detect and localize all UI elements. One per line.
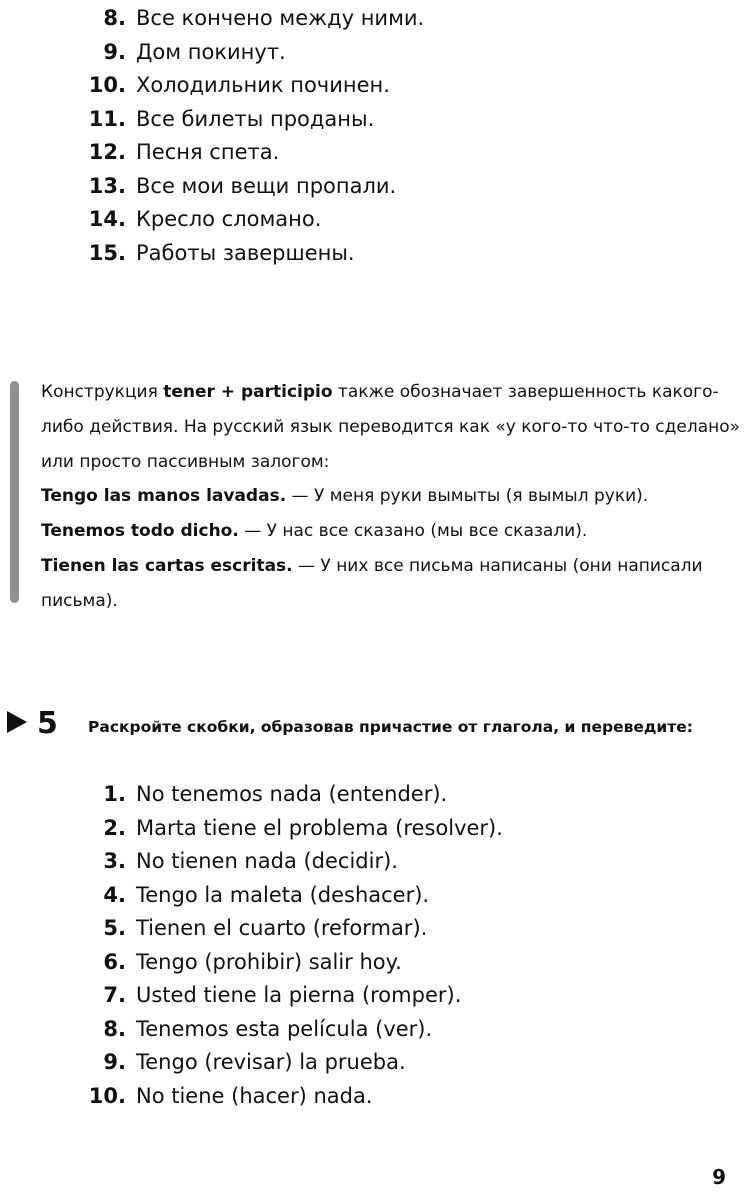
list-item (0, 812, 754, 846)
page-number: 9 (712, 1165, 726, 1189)
item-number: 7. (103, 983, 126, 1007)
list-item (0, 1013, 754, 1047)
note-intro-text: также обозначает завершенность какого-либо действия. На русский язык переводится как «у кого-то что-то сделано» или просто пассивным залогом: (41, 382, 741, 472)
item-number: 8. (103, 1016, 126, 1041)
item-text: Marta tiene el problema (resolver). (136, 815, 503, 840)
item-text: No tenemos nada (entender). (136, 782, 448, 806)
item-text: Tienen el cuarto (reformar). (136, 916, 428, 940)
note-intro (41, 375, 741, 479)
note-intro-text: Конструкция (41, 382, 164, 402)
item-text: Работы завершены. (136, 240, 355, 265)
item-text: Все мои вещи пропали. (136, 173, 397, 198)
item-number: 15. (88, 240, 126, 265)
item-number: 6. (103, 949, 126, 974)
list-item (0, 237, 754, 271)
list-item (0, 979, 754, 1013)
exercise-item-list (0, 778, 754, 1113)
list-item (0, 1046, 754, 1080)
list-item (0, 879, 754, 913)
item-number: 14. (88, 207, 126, 231)
item-number: 4. (103, 882, 126, 907)
item-number: 12. (88, 140, 126, 164)
example-translation: — У них все письма написаны (они написали письма). (41, 555, 703, 611)
item-text: Песня спета. (136, 140, 280, 164)
item-number: 11. (88, 106, 126, 131)
note-example (41, 514, 741, 549)
item-text: Tengo (prohibir) salir hoy. (136, 949, 402, 974)
item-number: 10. (88, 1083, 126, 1108)
item-number: 2. (103, 815, 126, 840)
item-number: 5. (103, 916, 126, 940)
item-text: Usted tiene la pierna (romper). (136, 983, 462, 1007)
list-item (0, 946, 754, 980)
item-text: Tenemos esta película (ver). (136, 1016, 433, 1041)
note-example (41, 479, 741, 514)
item-text: Все кончено между ними. (136, 6, 425, 30)
example-translation: — У нас все сказано (мы все сказали). (238, 521, 588, 542)
triangle-pointer-icon (7, 711, 27, 733)
item-text: Холодильник починен. (136, 73, 390, 97)
note-example (41, 549, 741, 619)
list-item (0, 170, 754, 204)
list-item (0, 69, 754, 103)
note-intro-construction: tener + participio (163, 382, 333, 402)
exercise-header (0, 708, 754, 744)
list-item (0, 203, 754, 237)
list-item (0, 912, 754, 946)
translation-sentence-list (0, 2, 754, 270)
item-number: 13. (88, 173, 126, 198)
item-number: 3. (103, 849, 126, 873)
example-spanish: Tengo las manos lavadas. (41, 486, 287, 507)
list-item (0, 845, 754, 879)
list-item (0, 778, 754, 812)
item-number: 1. (103, 782, 126, 806)
exercise-instruction: Раскройте скобки, образовав причастие от глагола, и переведите: (88, 718, 693, 736)
note-accent-bar (10, 381, 19, 603)
item-text: Кресло сломано. (136, 207, 322, 231)
list-item (0, 1080, 754, 1114)
item-number: 9. (103, 1050, 126, 1074)
list-item (0, 136, 754, 170)
list-item (0, 36, 754, 70)
item-text: Tengo la maleta (deshacer). (136, 882, 430, 907)
item-number: 8. (103, 6, 126, 30)
item-text: Дом покинут. (136, 39, 286, 64)
list-item (0, 2, 754, 36)
item-number: 9. (103, 39, 126, 64)
item-text: No tiene (hacer) nada. (136, 1083, 373, 1108)
item-text: Tengo (revisar) la prueba. (136, 1050, 406, 1074)
grammar-note (0, 375, 754, 611)
list-item (0, 103, 754, 137)
item-text: No tienen nada (decidir). (136, 849, 398, 873)
example-translation: — У меня руки вымыты (я вымыл руки). (286, 486, 649, 507)
item-text: Все билеты проданы. (136, 106, 375, 131)
example-spanish: Tenemos todo dicho. (41, 521, 239, 542)
example-spanish: Tienen las cartas escritas. (41, 555, 293, 576)
exercise-number: 5 (37, 706, 58, 741)
note-body (41, 375, 741, 619)
item-number: 10. (88, 73, 126, 97)
